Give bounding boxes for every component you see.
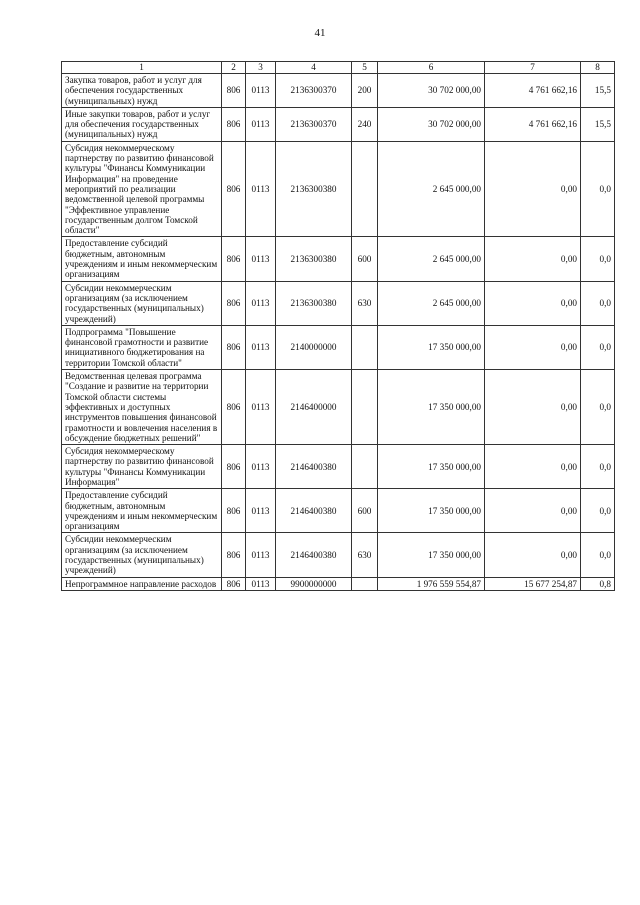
item-name-cell: Субсидии некоммерческим организациям (за исключением государственных (муниципальных) учреждений)	[62, 533, 222, 577]
column-header: 7	[485, 62, 581, 74]
expense-type-cell	[352, 370, 378, 445]
expense-type-cell	[352, 445, 378, 489]
item-name-cell: Субсидия некоммерческому партнерству по развитию финансовой культуры "Финансы Коммуникации Информация" на проведение мероприятий по реализации ведомственной целевой программы "Эффективное управление государственным долгом Томской области"	[62, 141, 222, 237]
executed-amount-cell: 4 761 662,16	[485, 107, 581, 141]
table-row	[62, 325, 615, 369]
item-name-cell: Субсидии некоммерческим организациям (за исключением государственных (муниципальных) учреждений)	[62, 281, 222, 325]
ministry-code-cell: 806	[222, 445, 246, 489]
percent-cell: 0,0	[581, 281, 615, 325]
executed-amount-cell: 15 677 254,87	[485, 577, 581, 590]
executed-amount-cell: 0,00	[485, 281, 581, 325]
expense-type-cell	[352, 141, 378, 237]
table-row	[62, 533, 615, 577]
table-row	[62, 445, 615, 489]
column-header: 5	[352, 62, 378, 74]
executed-amount-cell: 0,00	[485, 141, 581, 237]
target-article-cell: 9900000000	[276, 577, 352, 590]
section-code-cell: 0113	[246, 107, 276, 141]
plan-amount-cell: 2 645 000,00	[378, 237, 485, 281]
executed-amount-cell: 0,00	[485, 370, 581, 445]
section-code-cell: 0113	[246, 533, 276, 577]
percent-cell: 0,0	[581, 325, 615, 369]
percent-cell: 15,5	[581, 107, 615, 141]
item-name-cell: Ведомственная целевая программа "Создание и развитие на территории Томской области системы эффективных и доступных инструментов повышения финансовой грамотности и вовлечения населения в обсуждение бюджетных решений"	[62, 370, 222, 445]
executed-amount-cell: 0,00	[485, 325, 581, 369]
plan-amount-cell: 17 350 000,00	[378, 533, 485, 577]
ministry-code-cell: 806	[222, 74, 246, 108]
target-article-cell: 2146400380	[276, 445, 352, 489]
item-name-cell: Непрограммное направление расходов	[62, 577, 222, 590]
section-code-cell: 0113	[246, 370, 276, 445]
expense-type-cell: 630	[352, 281, 378, 325]
plan-amount-cell: 17 350 000,00	[378, 445, 485, 489]
column-header: 3	[246, 62, 276, 74]
target-article-cell: 2136300380	[276, 141, 352, 237]
item-name-cell: Закупка товаров, работ и услуг для обеспечения государственных (муниципальных) нужд	[62, 74, 222, 108]
ministry-code-cell: 806	[222, 141, 246, 237]
budget-table	[61, 61, 615, 591]
executed-amount-cell: 0,00	[485, 237, 581, 281]
ministry-code-cell: 806	[222, 325, 246, 369]
percent-cell: 0,0	[581, 533, 615, 577]
header-row	[62, 62, 615, 74]
plan-amount-cell: 30 702 000,00	[378, 74, 485, 108]
table-row	[62, 370, 615, 445]
item-name-cell: Подпрограмма "Повышение финансовой грамотности и развитие инициативного бюджетирования на территории Томской области"	[62, 325, 222, 369]
column-header: 2	[222, 62, 246, 74]
item-name-cell: Предоставление субсидий бюджетным, автономным учреждениям и иным некоммерческим организациям	[62, 489, 222, 533]
column-header: 8	[581, 62, 615, 74]
table-row	[62, 281, 615, 325]
plan-amount-cell: 17 350 000,00	[378, 370, 485, 445]
percent-cell: 0,0	[581, 445, 615, 489]
item-name-cell: Субсидия некоммерческому партнерству по развитию финансовой культуры "Финансы Коммуникации Информация"	[62, 445, 222, 489]
table-row	[62, 577, 615, 590]
table-row	[62, 141, 615, 237]
table-row	[62, 489, 615, 533]
column-header: 4	[276, 62, 352, 74]
column-header: 6	[378, 62, 485, 74]
expense-type-cell: 630	[352, 533, 378, 577]
target-article-cell: 2136300370	[276, 74, 352, 108]
item-name-cell: Предоставление субсидий бюджетным, автономным учреждениям и иным некоммерческим организациям	[62, 237, 222, 281]
target-article-cell: 2136300380	[276, 281, 352, 325]
section-code-cell: 0113	[246, 489, 276, 533]
table-row	[62, 74, 615, 108]
percent-cell: 0,0	[581, 370, 615, 445]
ministry-code-cell: 806	[222, 237, 246, 281]
column-header: 1	[62, 62, 222, 74]
plan-amount-cell: 2 645 000,00	[378, 141, 485, 237]
expense-type-cell: 600	[352, 489, 378, 533]
section-code-cell: 0113	[246, 281, 276, 325]
executed-amount-cell: 0,00	[485, 489, 581, 533]
section-code-cell: 0113	[246, 237, 276, 281]
item-name-cell: Иные закупки товаров, работ и услуг для обеспечения государственных (муниципальных) нужд	[62, 107, 222, 141]
ministry-code-cell: 806	[222, 370, 246, 445]
percent-cell: 0,0	[581, 141, 615, 237]
percent-cell: 15,5	[581, 74, 615, 108]
plan-amount-cell: 17 350 000,00	[378, 325, 485, 369]
expense-type-cell: 240	[352, 107, 378, 141]
section-code-cell: 0113	[246, 445, 276, 489]
target-article-cell: 2146400380	[276, 533, 352, 577]
executed-amount-cell: 4 761 662,16	[485, 74, 581, 108]
ministry-code-cell: 806	[222, 107, 246, 141]
section-code-cell: 0113	[246, 141, 276, 237]
percent-cell: 0,8	[581, 577, 615, 590]
percent-cell: 0,0	[581, 237, 615, 281]
section-code-cell: 0113	[246, 577, 276, 590]
executed-amount-cell: 0,00	[485, 533, 581, 577]
section-code-cell: 0113	[246, 325, 276, 369]
ministry-code-cell: 806	[222, 281, 246, 325]
percent-cell: 0,0	[581, 489, 615, 533]
ministry-code-cell: 806	[222, 533, 246, 577]
target-article-cell: 2140000000	[276, 325, 352, 369]
plan-amount-cell: 17 350 000,00	[378, 489, 485, 533]
expense-type-cell	[352, 325, 378, 369]
plan-amount-cell: 2 645 000,00	[378, 281, 485, 325]
target-article-cell: 2146400380	[276, 489, 352, 533]
executed-amount-cell: 0,00	[485, 445, 581, 489]
target-article-cell: 2146400000	[276, 370, 352, 445]
plan-amount-cell: 1 976 559 554,87	[378, 577, 485, 590]
target-article-cell: 2136300380	[276, 237, 352, 281]
section-code-cell: 0113	[246, 74, 276, 108]
ministry-code-cell: 806	[222, 489, 246, 533]
page-number: 41	[314, 27, 326, 39]
expense-type-cell: 200	[352, 74, 378, 108]
table-row	[62, 237, 615, 281]
table-row	[62, 107, 615, 141]
target-article-cell: 2136300370	[276, 107, 352, 141]
expense-type-cell	[352, 577, 378, 590]
expense-type-cell: 600	[352, 237, 378, 281]
plan-amount-cell: 30 702 000,00	[378, 107, 485, 141]
table-body	[62, 74, 615, 591]
ministry-code-cell: 806	[222, 577, 246, 590]
